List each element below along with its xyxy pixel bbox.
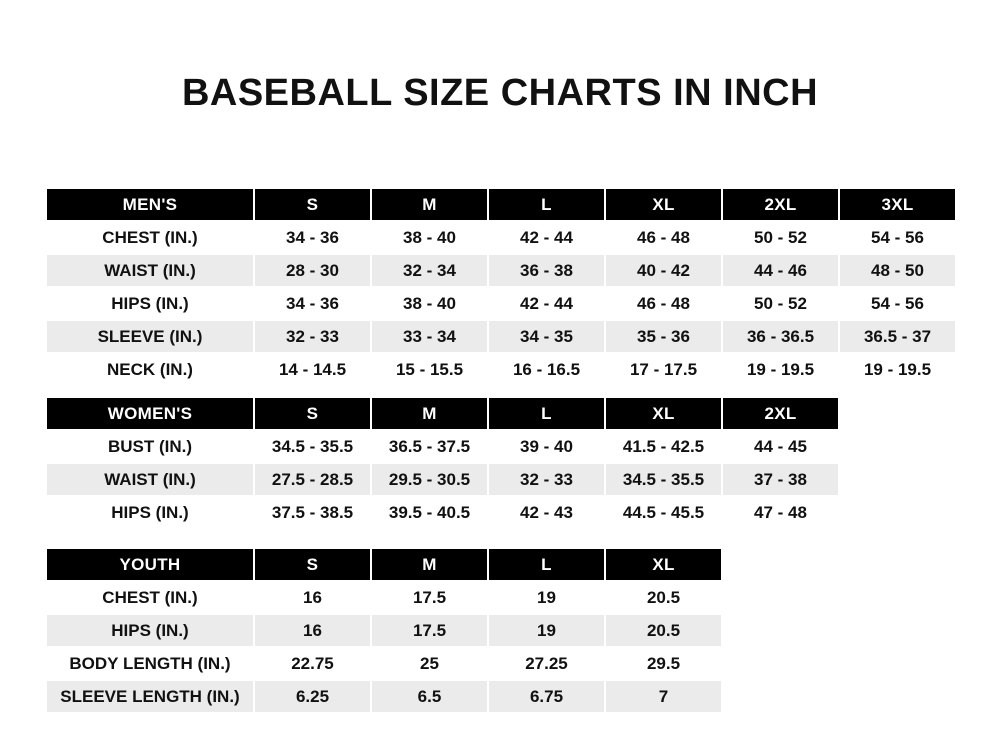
table-cell: 17.5 [371,581,488,614]
table-cell: 36.5 - 37 [839,320,956,353]
table-cell: 35 - 36 [605,320,722,353]
table-cell: 42 - 44 [488,221,605,254]
table-cell: 46 - 48 [605,287,722,320]
table-header-row [46,188,956,221]
table-cell: 29.5 - 30.5 [371,463,488,496]
table-cell: 36 - 36.5 [722,320,839,353]
page-title: BASEBALL SIZE CHARTS IN INCH [181,72,819,114]
table-cell: 15 - 15.5 [371,353,488,386]
column-header: L [488,548,605,581]
table-cell: 19 [488,614,605,647]
column-header: M [371,188,488,221]
table-cell: 34 - 35 [488,320,605,353]
table-cell: 47 - 48 [722,496,839,529]
table-cell: 16 - 16.5 [488,353,605,386]
table-cell: 34 - 36 [254,287,371,320]
table-cell: 50 - 52 [722,221,839,254]
column-header: 2XL [722,188,839,221]
row-label: HIPS (IN.) [46,496,254,529]
table-cell: 17 - 17.5 [605,353,722,386]
table-cell: 27.25 [488,647,605,680]
row-label: SLEEVE (IN.) [46,320,254,353]
womens-size-table [45,396,840,530]
table-cell: 36.5 - 37.5 [371,430,488,463]
table-cell: 32 - 33 [254,320,371,353]
column-header: L [488,188,605,221]
table-row [46,254,956,287]
column-header: YOUTH [46,548,254,581]
row-label: WAIST (IN.) [46,254,254,287]
table-cell: 34.5 - 35.5 [254,430,371,463]
table-cell: 33 - 34 [371,320,488,353]
table-row [46,496,839,529]
table-cell: 28 - 30 [254,254,371,287]
table-cell: 7 [605,680,722,713]
table-cell: 37 - 38 [722,463,839,496]
table-row [46,320,956,353]
table-cell: 50 - 52 [722,287,839,320]
table-cell: 27.5 - 28.5 [254,463,371,496]
table-cell: 16 [254,614,371,647]
table-header-row [46,397,839,430]
column-header: 2XL [722,397,839,430]
table-row [46,463,839,496]
table-cell: 44 - 46 [722,254,839,287]
column-header: M [371,397,488,430]
table-cell: 42 - 43 [488,496,605,529]
table-cell: 17.5 [371,614,488,647]
table-cell: 36 - 38 [488,254,605,287]
table-cell: 20.5 [605,581,722,614]
table-cell: 14 - 14.5 [254,353,371,386]
table-cell: 32 - 33 [488,463,605,496]
table-cell: 25 [371,647,488,680]
table-row [46,353,956,386]
table-cell: 34.5 - 35.5 [605,463,722,496]
table-cell: 44.5 - 45.5 [605,496,722,529]
table-cell: 38 - 40 [371,221,488,254]
row-label: HIPS (IN.) [46,614,254,647]
table-cell: 37.5 - 38.5 [254,496,371,529]
table-cell: 19 - 19.5 [722,353,839,386]
column-header: 3XL [839,188,956,221]
row-label: SLEEVE LENGTH (IN.) [46,680,254,713]
table-cell: 54 - 56 [839,287,956,320]
table-cell: 41.5 - 42.5 [605,430,722,463]
table-row [46,430,839,463]
table-row [46,680,722,713]
table-cell: 19 - 19.5 [839,353,956,386]
row-label: CHEST (IN.) [46,581,254,614]
table-header-row [46,548,722,581]
table-cell: 29.5 [605,647,722,680]
mens-size-table [45,187,957,387]
table-row [46,614,722,647]
table-row [46,581,722,614]
table-cell: 34 - 36 [254,221,371,254]
table-cell: 6.25 [254,680,371,713]
column-header: S [254,548,371,581]
column-header: XL [605,548,722,581]
table-row [46,647,722,680]
row-label: NECK (IN.) [46,353,254,386]
table-cell: 46 - 48 [605,221,722,254]
table-cell: 38 - 40 [371,287,488,320]
table-cell: 19 [488,581,605,614]
table-cell: 44 - 45 [722,430,839,463]
column-header: WOMEN'S [46,397,254,430]
youth-size-table [45,547,723,714]
column-header: MEN'S [46,188,254,221]
table-cell: 22.75 [254,647,371,680]
row-label: CHEST (IN.) [46,221,254,254]
table-cell: 39 - 40 [488,430,605,463]
column-header: S [254,188,371,221]
table-cell: 32 - 34 [371,254,488,287]
table-row [46,221,956,254]
table-cell: 16 [254,581,371,614]
table-cell: 6.75 [488,680,605,713]
row-label: BODY LENGTH (IN.) [46,647,254,680]
column-header: L [488,397,605,430]
table-cell: 6.5 [371,680,488,713]
table-cell: 54 - 56 [839,221,956,254]
table-cell: 20.5 [605,614,722,647]
column-header: S [254,397,371,430]
table-cell: 40 - 42 [605,254,722,287]
table-cell: 48 - 50 [839,254,956,287]
column-header: M [371,548,488,581]
row-label: HIPS (IN.) [46,287,254,320]
row-label: WAIST (IN.) [46,463,254,496]
table-cell: 42 - 44 [488,287,605,320]
row-label: BUST (IN.) [46,430,254,463]
table-row [46,287,956,320]
table-cell: 39.5 - 40.5 [371,496,488,529]
column-header: XL [605,188,722,221]
column-header: XL [605,397,722,430]
